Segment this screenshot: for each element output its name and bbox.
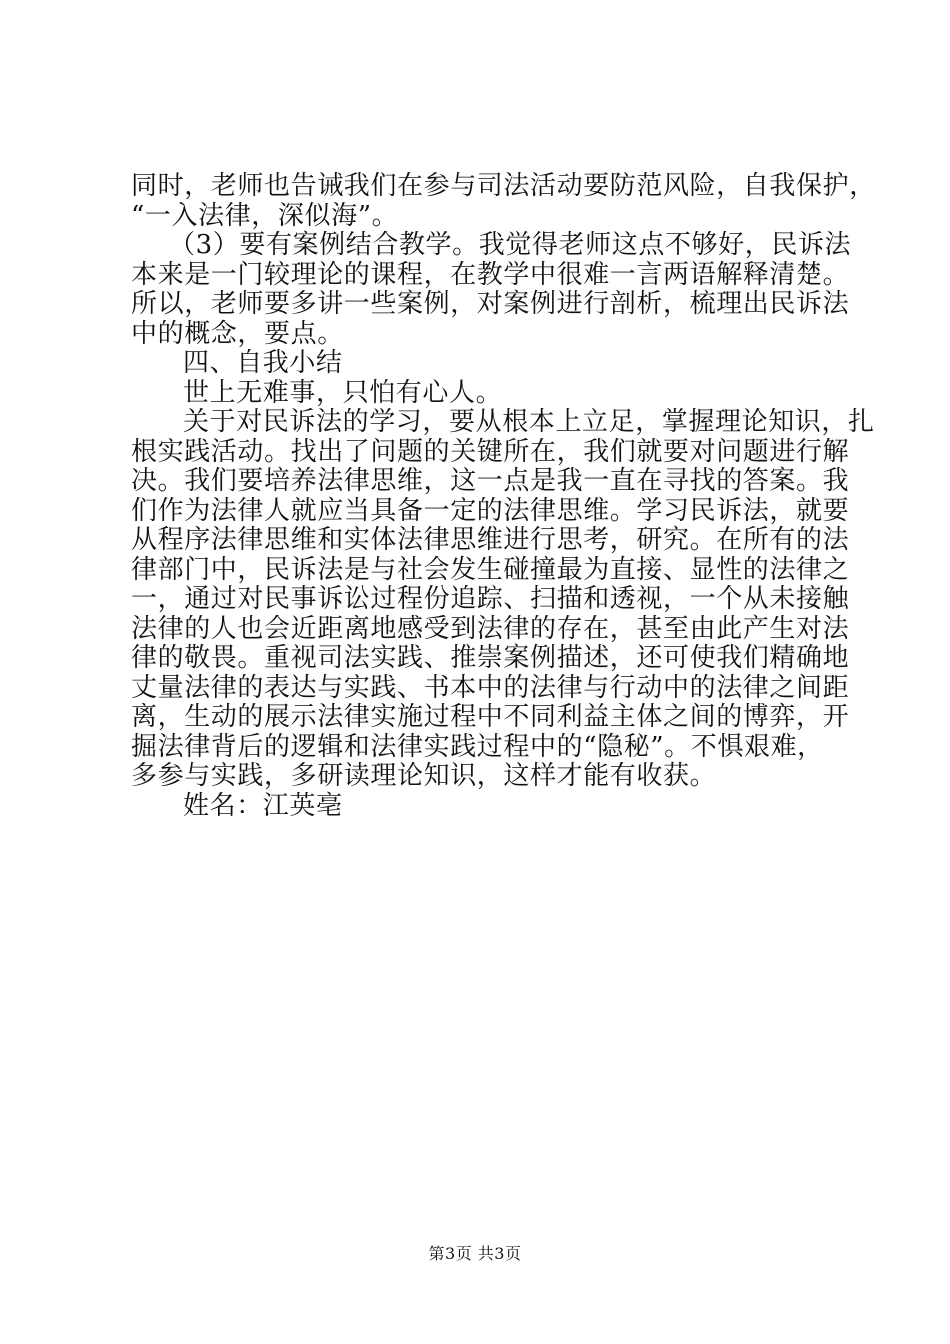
section-heading: 四、自我小结 xyxy=(183,348,343,378)
text-line: 决。我们要培养法律思维，这一点是我一直在寻找的答案。我 xyxy=(131,466,850,496)
text-line: 所以，老师要多讲一些案例，对案例进行剖析，梳理出民诉法 xyxy=(131,289,850,319)
text-line: 同时，老师也告诫我们在参与司法活动要防范风险，自我保护， xyxy=(131,171,876,201)
text-line: 从程序法律思维和实体法律思维进行思考，研究。在所有的法 xyxy=(131,525,850,555)
text-line: 多参与实践，多研读理论知识，这样才能有收获。 xyxy=(131,761,717,791)
text-line: 法律的人也会近距离地感受到法律的存在，甚至由此产生对法 xyxy=(131,613,850,644)
text-line: 本来是一门较理论的课程，在教学中很难一言两语解释清楚。 xyxy=(131,259,850,290)
document-body xyxy=(131,171,876,821)
text-line: 们作为法律人就应当具备一定的法律思维。学习民诉法，就要 xyxy=(131,495,850,526)
text-line: 根实践活动。找出了问题的关键所在，我们就要对问题进行解 xyxy=(131,436,850,467)
text-line: （3）要有案例结合教学。我觉得老师这点不够好，民诉法 xyxy=(169,230,852,260)
text-line: 中的概念，要点。 xyxy=(131,318,344,349)
text-line: 世上无难事，只怕有心人。 xyxy=(183,377,503,408)
text-line: 一，通过对民事诉讼过程份追踪、扫描和透视，一个从未接触 xyxy=(131,584,850,614)
text-line: 丈量法律的表达与实践、书本中的法律与行动中的法律之间距 xyxy=(131,672,850,703)
page-footer: 第3页 共3页 xyxy=(428,1244,522,1263)
text-line: 关于对民诉法的学习，要从根本上立足，掌握理论知识，扎 xyxy=(183,407,875,437)
text-line: 律的敬畏。重视司法实践、推崇案例描述，还可使我们精确地 xyxy=(131,643,850,673)
text-line: 掘法律背后的逻辑和法律实践过程中的“隐秘”。不惧艰难， xyxy=(131,731,824,762)
author-name: 姓名：江英亳 xyxy=(183,790,343,821)
text-line: 离，生动的展示法律实施过程中不同利益主体之间的博弈，开 xyxy=(131,702,850,732)
text-line: “一入法律，深似海”。 xyxy=(131,200,399,231)
text-line: 律部门中，民诉法是与社会发生碰撞最为直接、显性的法律之 xyxy=(131,554,850,585)
